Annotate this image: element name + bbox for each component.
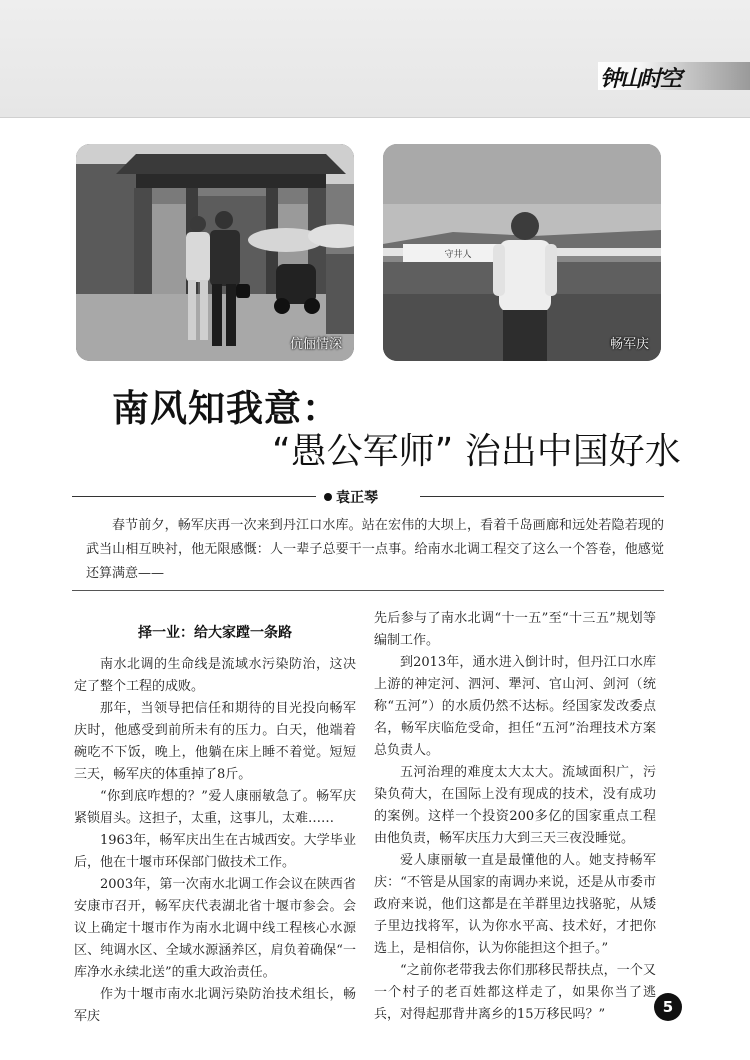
page-number: 5: [654, 993, 682, 1021]
paragraph: “你到底咋想的？”爱人康丽敏急了。畅军庆紧锁眉头。这担子，太重，这事儿，太难……: [74, 789, 356, 826]
article-lead: 春节前夕，畅军庆再一次来到丹江口水库。站在宏伟的大坝上，看着千岛画廊和远处若隐若现的武当山相互映衬，他无限感慨：人一辈子总要干一点事。给南水北调工程交了这么一个答卷，他感觉还算满意——: [86, 518, 664, 581]
paragraph: “之前你老带我去你们那移民帮扶点，一个又一个村子的老百姓都这样走了，如果你当了逃兵，对得起那背井离乡的15万移民吗？”: [374, 963, 656, 1022]
body-column-right: [374, 608, 656, 1026]
lead-divider: [72, 590, 664, 591]
article-title-line1: 南风知我意：: [112, 387, 340, 430]
photo-portrait-caption: 畅军庆: [609, 337, 649, 352]
byline-rule-left: [72, 496, 316, 497]
photo-portrait-image: [383, 144, 661, 361]
paragraph: 到2013年，通水进入倒计时，但丹江口水库上游的神定河、泗河、犟河、官山河、剑河（统称“五河”）的水质仍然不达标。经国家发改委点名，畅军庆临危受命，担任“五河”治理技术方案总负责人。: [374, 655, 656, 758]
paragraph: 2003年，第一次南水北调工作会议在陕西省安康市召开，畅军庆代表湖北省十堰市参会。会议上确定十堰市作为南水北调中线工程核心水源区、纯调水区、全域水源涵养区，肩负着确保“一库净水永续北送”的重大政治责任。: [74, 877, 356, 980]
paragraph: 爱人康丽敏一直是最懂他的人。她支持畅军庆：“不管是从国家的南调办来说，还是从市委市政府来说，他们这都是在羊群里边找骆驼，从矮子里边找将军，认为你水平高、技术好，才把你选上，是相信你，认为你能担这个担子。”: [374, 853, 656, 956]
paragraph: 作为十堰市南水北调污染防治技术组长，畅军庆: [74, 987, 356, 1024]
section-logo: [598, 62, 750, 90]
paragraph: 先后参与了南水北调“十一五”至“十三五”规划等编制工作。: [374, 611, 656, 648]
paragraph: 那年，当领导把信任和期待的目光投向畅军庆时，他感受到前所未有的压力。白天，他端着碗吃不下饭，晚上，他躺在床上睡不着觉。短短三天，畅军庆的体重掉了8斤。: [74, 701, 356, 782]
paragraph: 五河治理的难度太大太大。流域面积广，污染负荷大，在国际上没有现成的技术，没有成功的案例。这样一个投资200多亿的国家重点工程由他负责，畅军庆压力大到三天三夜没睡觉。: [374, 765, 656, 846]
author-byline: [324, 487, 378, 507]
article-title-line2: “愚公军师” 治出中国好水: [272, 431, 681, 472]
photo-couple: [76, 144, 354, 361]
photo-couple-caption: 伉俪情深: [289, 337, 342, 352]
body-column-left: [74, 608, 356, 1028]
photo-portrait: [383, 144, 661, 361]
header-band: [0, 0, 750, 118]
author-name: 袁正琴: [336, 490, 378, 506]
byline-rule-right: [420, 496, 664, 497]
bullet-icon: [324, 493, 332, 501]
paragraph: 1963年，畅军庆出生在古城西安。大学毕业后，他在十堰市环保部门做技术工作。: [74, 833, 356, 870]
section-logo-text: 钟山时空: [600, 67, 681, 92]
section-subheading: 择一业：给大家蹚一条路: [138, 625, 292, 641]
photo-sign-text: 守井人: [444, 250, 472, 260]
photo-couple-image: [76, 144, 354, 361]
paragraph: 南水北调的生命线是流域水污染防治，这决定了整个工程的成败。: [74, 657, 356, 694]
